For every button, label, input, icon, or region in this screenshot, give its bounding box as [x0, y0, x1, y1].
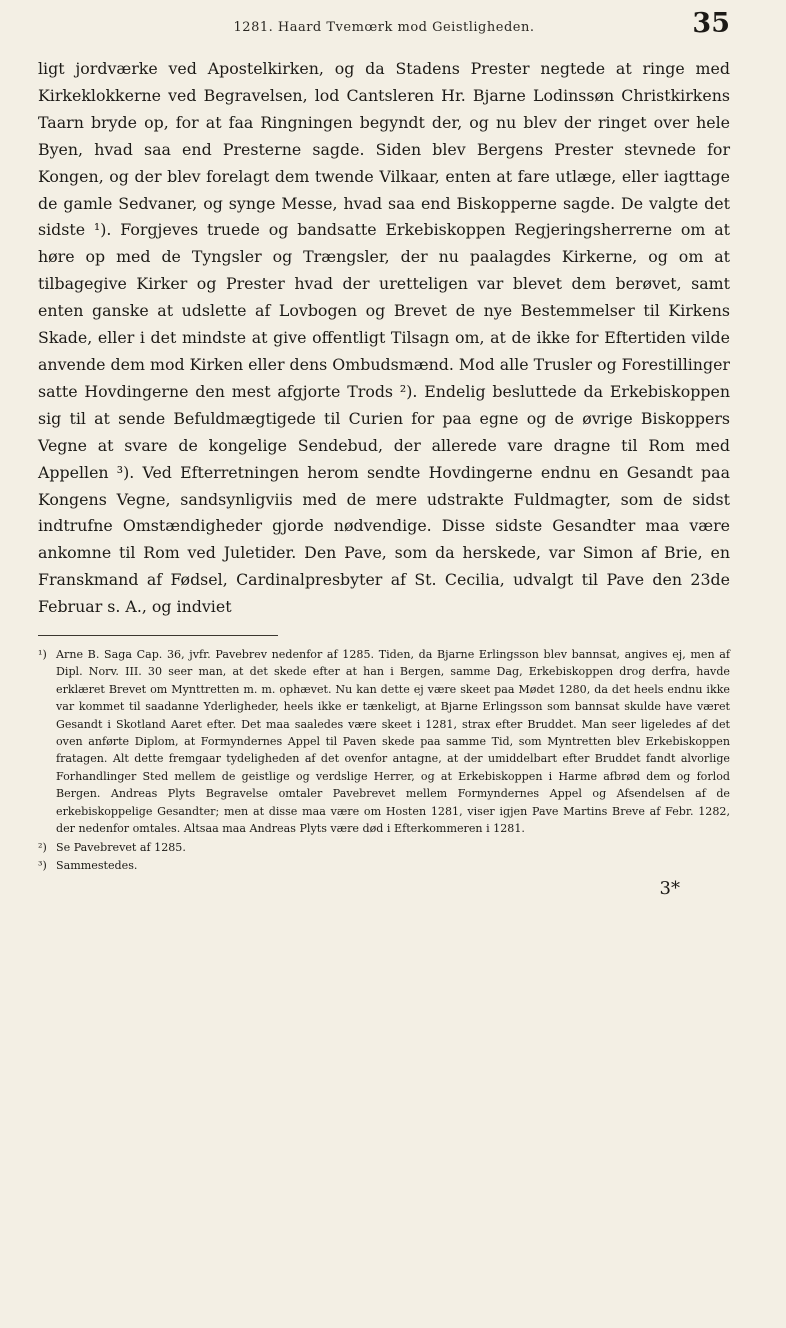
footnote-text: Arne B. Saga Cap. 36, jvfr. Pavebrev nedenfor af 1285. Tiden, da Bjarne Erlingsson blev bannsat, angives ej, men af Dipl. Norv. III. 30 seer man, at det skede efter at han i Bergen, samme Dag, Erkebiskoppen drog derfra, havde erklæret Brevet om Mynttretten m. m. ophævet. Nu kan dette ej være skeet paa Mødet 1280, da det heels endnu ikke var kommet til saadanne Yderligheder, heels ikke er tænkeligt, at Bjarne Erlingsson som bannsat skulde have været Gesandt i Skotland Aaret efter. Det maa saaledes være skeet i 1281, strax efter Bruddet. Man seer ligeledes af det oven anførte Diplom, at Formyndernes Appel til Paven skede paa samme Tid, som Myntretten blev Erkebiskoppen fratagen. Alt dette fremgaar tydeligheden af det ovenfor antagne, at der umiddelbart efter Bruddet fandt alvorlige Forhandlinger Sted mellem de geistlige og verdslige Herrer, og at Erkebiskoppen i Harme afbrød dem og forlod Bergen. Andreas Plyts Begravelse omtaler Pavebrevet mellem Formyndernes Appel og Afsendelsen af de erkebiskoppelige Gesandter; men at disse maa være om Hosten 1281, viser igjen Pave Martins Breve af Febr. 1282, der nedenfor omtales. Altsaa maa Andreas Plyts være død i Efterkommeren i 1281. — [56, 648, 730, 836]
running-head: 1281. Haard Tvemœrk mod Geistligheden. — [233, 20, 535, 35]
footnote-divider — [38, 635, 278, 636]
footnote-text: Se Pavebrevet af 1285. — [56, 840, 186, 854]
footnote-text: Sammestedes. — [56, 858, 138, 872]
page-header — [38, 0, 730, 56]
footnote-mark: ²) — [38, 840, 47, 854]
main-text: ligt jordværke ved Apostelkirken, og da Stadens Prester negtede at ringe med Kirkeklokkerne ved Begravelsen, lod Cantsleren Hr. Bjarne Lodinssøn Christkirkens Taarn bryde op, for at faa Ringningen begyndt der, og nu blev der ringet over hele Byen, hvad saa end Presterne sagde. Siden blev Bergens Prester stevnede for Kongen, og der blev forelagt dem twende Vilkaar, enten at fare utlæge, eller iagttage de gamle Sedvaner, og synge Messe, hvad saa end Biskopperne sagde. De valgte det sidste ¹). Forgjeves truede og bandsatte Erkebiskoppen Regjeringsherrerne om at høre op med de Tyngsler og Trængsler, der nu paalagdes Kirkerne, og om at tilbagegive Kirker og Prester hvad der uretteligen var blevet dem berøvet, samt enten ganske at udslette af Lovbogen og Brevet de nye Bestemmelser til Kirkens Skade, eller i det mindste at give offentligt Tilsagn om, at de ikke for Eftertiden vilde anvende dem mod Kirken eller dens Ombudsmænd. Mod alle Trusler og Forestillinger satte Hovdingerne den mest afgjorte Trods ²). Endelig besluttede da Erkebiskoppen sig til at sende Befuldmægtigede til Curien for paa egne og de øvrige Biskoppers Vegne at svare de kongelige Sendebud, der allerede vare dragne til Rom med Appellen ³). Ved Efterretningen herom sendte Hovdingerne endnu en Gesandt paa Kongens Vegne, sandsynligviis med de mere udstrakte Fuldmagter, som de sidst indtrufne Omstændigheder gjorde nødvendige. Disse sidste Gesandter maa være ankomne til Rom ved Juletider. Den Pave, som da herskede, var Simon af Brie, en Franskmand af Fødsel, Cardinalpresbyter af St. Cecilia, udvalgt til Pave den 23de Februar s. A., og indviet — [38, 59, 730, 617]
page-number: 35 — [692, 8, 730, 39]
footnote-mark: ³) — [38, 858, 47, 872]
printer-signature: 3* — [659, 878, 680, 900]
footnote-mark: ¹) — [38, 648, 47, 662]
footnote — [38, 646, 730, 837]
footnote — [38, 857, 730, 874]
footnotes — [38, 646, 730, 874]
footnote — [38, 839, 730, 856]
